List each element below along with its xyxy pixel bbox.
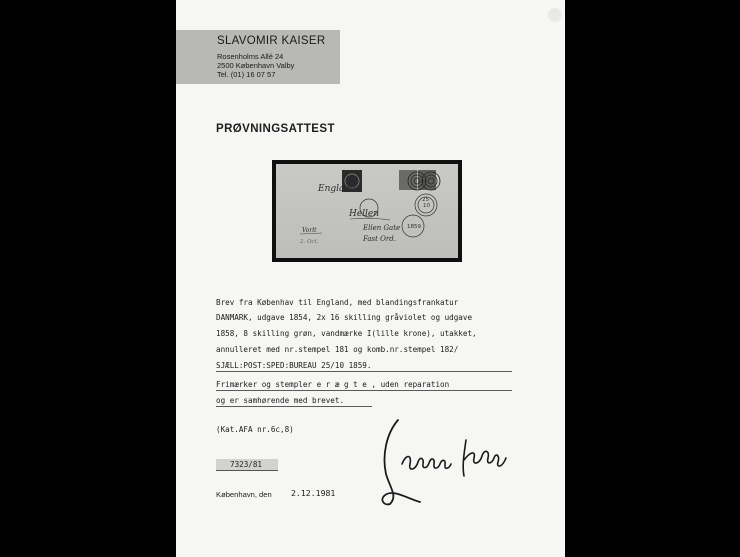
envelope-drawing [276, 164, 458, 258]
expert-signature [372, 416, 512, 508]
expert-city: 2500 København Valby [217, 61, 295, 70]
verdict-underline [216, 390, 512, 391]
expert-name: SLAVOMIR KAISER [217, 35, 326, 47]
issue-place: København, den [216, 490, 272, 499]
certificate-title: PRØVNINGSATTEST [216, 123, 335, 135]
description-line: DANMARK, udgave 1854, 2x 16 skilling gråviolet og udgave [216, 313, 473, 322]
divider [216, 371, 512, 372]
reference-box [216, 459, 278, 471]
handwriting-street: Ellen Gate [363, 224, 401, 232]
postmark-year: 1859 [407, 224, 421, 230]
handwriting-england: England [318, 184, 356, 194]
description-line: 1858, 8 skilling grøn, vandmærke I(lille krone), utakket, [216, 329, 477, 338]
issue-date: 2.12.1981 [291, 488, 336, 498]
description-line: SJÆLL:POST:SPED:BUREAU 25/10 1859. [216, 361, 372, 370]
verdict-line: Frimærker og stempler e r æ g t e , uden reparation [216, 380, 450, 389]
verdict-underline [216, 406, 372, 407]
certificate-sheet [176, 0, 565, 557]
reference-number: 7323/81 [230, 460, 263, 469]
expert-address: Rosenholms Allé 24 [217, 52, 284, 61]
description-line: Brev fra Københav til England, med blandingsfrankatur [216, 298, 459, 307]
catalogue-reference: (Kat.AFA nr.6c,8) [216, 425, 294, 434]
corner-mark [548, 8, 562, 22]
postmark-month: 10 [423, 203, 430, 209]
description-line: annulleret med nr.stempel 181 og komb.nr.stempel 182/ [216, 345, 459, 354]
expert-phone: Tel. (01) 16 07 57 [217, 70, 276, 79]
handwriting-franked: Vorlt [302, 227, 317, 234]
handwriting-city: Fast Ord. [363, 235, 396, 243]
postmark-day: 25 [422, 197, 429, 203]
handwriting-name: Hellen [349, 209, 380, 219]
letterhead [176, 30, 340, 84]
verdict-line: og er samhørende med brevet. [216, 396, 345, 405]
handwriting-date: 2. Oct. [300, 239, 319, 245]
cover-photo [272, 160, 462, 262]
envelope-image [276, 164, 458, 258]
